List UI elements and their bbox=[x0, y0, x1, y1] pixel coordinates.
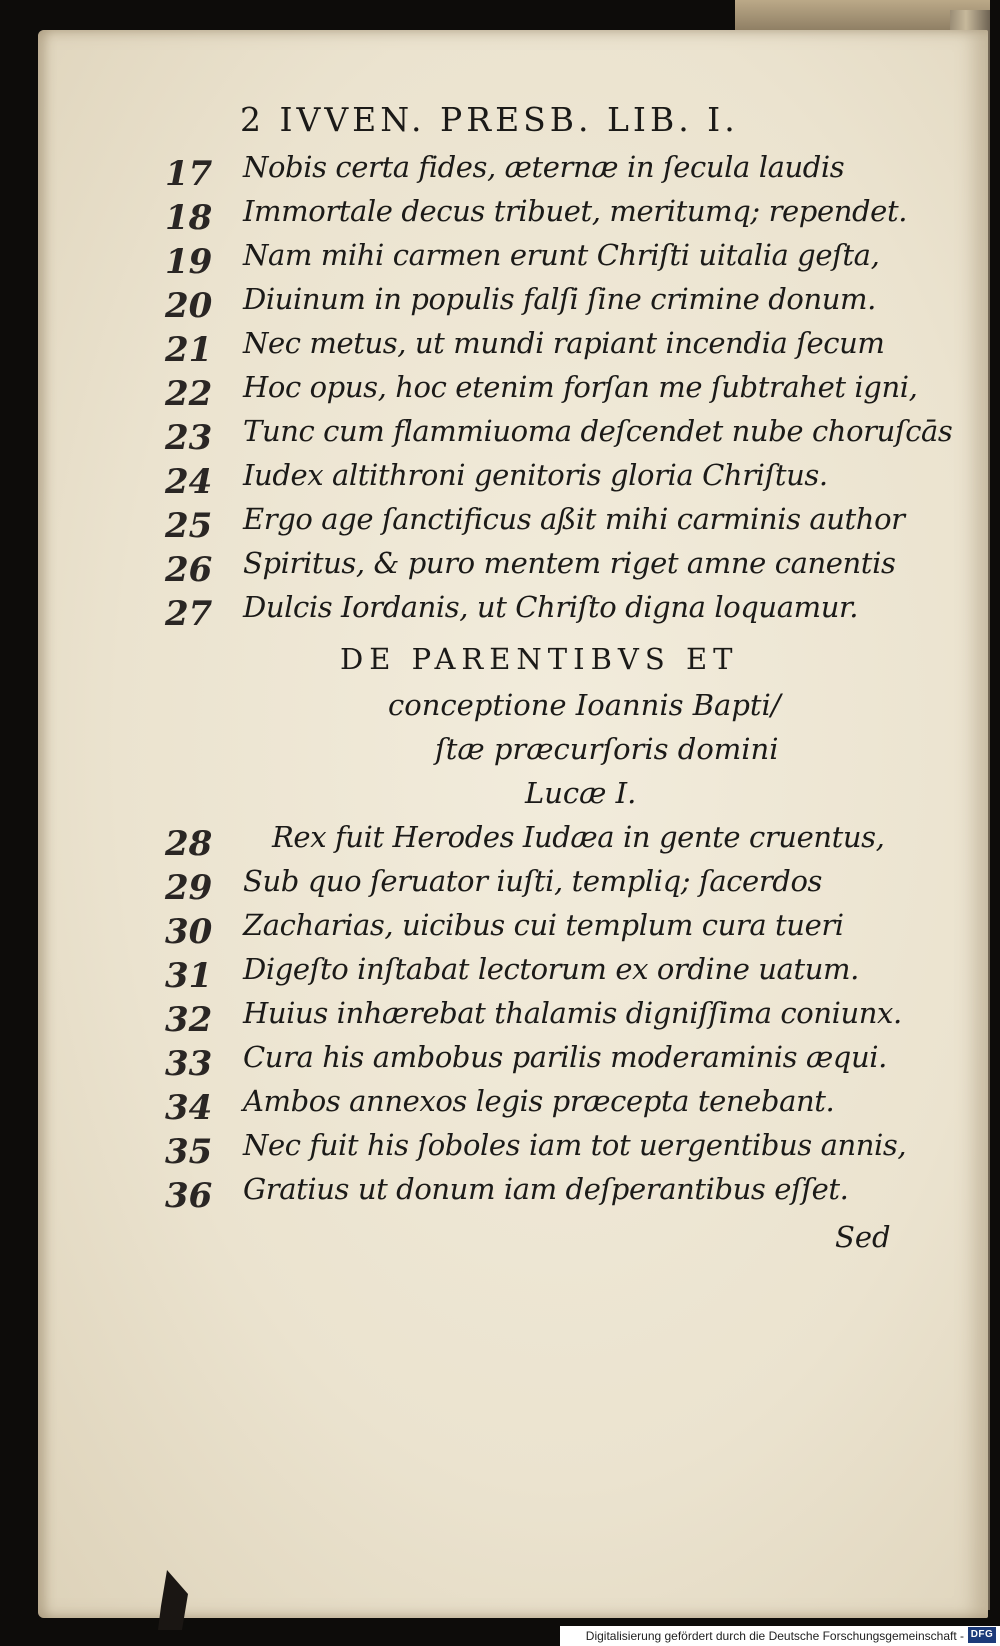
verse-line: Ambos annexos legis præcepta tenebant. bbox=[243, 1084, 835, 1118]
page-stain bbox=[158, 1570, 188, 1630]
margin-verse-number: 23 bbox=[165, 418, 213, 458]
margin-verse-number: 22 bbox=[165, 374, 213, 414]
margin-verse-number: 32 bbox=[165, 1000, 213, 1040]
verse-line: Nec fuit his ſoboles iam tot uergentibus annis, bbox=[243, 1128, 907, 1162]
verse-line: Tunc cum flammiuoma deſcendet nube choruſcās bbox=[243, 414, 953, 448]
verse-line: Sub quo ſeruator iuſti, templiq; ſacerdos bbox=[243, 864, 822, 898]
verse-line: Gratius ut donum iam deſperantibus eſſet. bbox=[243, 1172, 849, 1206]
verse-line: Immortale decus tribuet, meritumq; rependet. bbox=[243, 194, 908, 228]
margin-verse-number: 27 bbox=[165, 594, 213, 634]
margin-verse-number: 30 bbox=[165, 912, 213, 952]
margin-verse-number: 18 bbox=[165, 198, 213, 238]
catchword: Sed bbox=[835, 1220, 891, 1254]
verse-line: Cura his ambobus parilis moderaminis æqui. bbox=[243, 1040, 887, 1074]
verse-line: Huius inhærebat thalamis digniſſima coniunx. bbox=[243, 996, 902, 1030]
dfg-logo: DFG bbox=[968, 1627, 996, 1643]
section-heading-caps: DE PARENTIBVS ET bbox=[340, 642, 739, 676]
margin-verse-number: 31 bbox=[165, 956, 213, 996]
margin-verse-number: 29 bbox=[165, 868, 213, 908]
verse-line: Hoc opus, hoc etenim forſan me ſubtrahet igni, bbox=[243, 370, 918, 404]
verse-line: Nobis certa fides, æternæ in ſecula laudis bbox=[243, 150, 845, 184]
running-header: 2 IVVEN. PRESB. LIB. I. bbox=[240, 100, 739, 139]
section-heading-reference: Lucæ I. bbox=[525, 776, 637, 810]
margin-verse-number: 24 bbox=[165, 462, 213, 502]
verse-line: Digeſto inſtabat lectorum ex ordine uatum. bbox=[243, 952, 859, 986]
verse-line: Nec metus, ut mundi rapiant incendia ſecum bbox=[243, 326, 885, 360]
verse-line: Diuinum in populis falſi ſine crimine donum. bbox=[243, 282, 876, 316]
verse-line: Rex fuit Herodes Iudæa in gente cruentus, bbox=[272, 820, 885, 854]
section-heading-line: conceptione Ioannis Bapti/ bbox=[388, 688, 781, 722]
verse-line: Dulcis Iordanis, ut Chriſto digna loquamur. bbox=[243, 590, 859, 624]
verse-line: Ergo age ſanctificus aßit mihi carminis author bbox=[243, 502, 905, 536]
margin-verse-number: 33 bbox=[165, 1044, 213, 1084]
funding-credit: Digitalisierung gefördert durch die Deutsche Forschungsgemeinschaft - bbox=[585, 1629, 964, 1643]
margin-verse-number: 34 bbox=[165, 1088, 213, 1128]
verse-line: Spiritus, & puro mentem riget amne canentis bbox=[243, 546, 896, 580]
margin-verse-number: 20 bbox=[165, 286, 213, 326]
margin-verse-number: 19 bbox=[165, 242, 213, 282]
margin-verse-number: 35 bbox=[165, 1132, 213, 1172]
verse-line: Nam mihi carmen erunt Chriſti uitalia geſta, bbox=[243, 238, 880, 272]
margin-verse-number: 17 bbox=[165, 154, 213, 194]
margin-verse-number: 25 bbox=[165, 506, 213, 546]
section-heading-line: ſtæ præcurſoris domini bbox=[435, 732, 779, 766]
margin-verse-number: 26 bbox=[165, 550, 213, 590]
verse-line: Iudex altithroni genitoris gloria Chriſtus. bbox=[243, 458, 828, 492]
verse-line: Zacharias, uicibus cui templum cura tueri bbox=[243, 908, 844, 942]
margin-verse-number: 36 bbox=[165, 1176, 213, 1216]
margin-verse-number: 28 bbox=[165, 824, 213, 864]
margin-verse-number: 21 bbox=[165, 330, 213, 370]
